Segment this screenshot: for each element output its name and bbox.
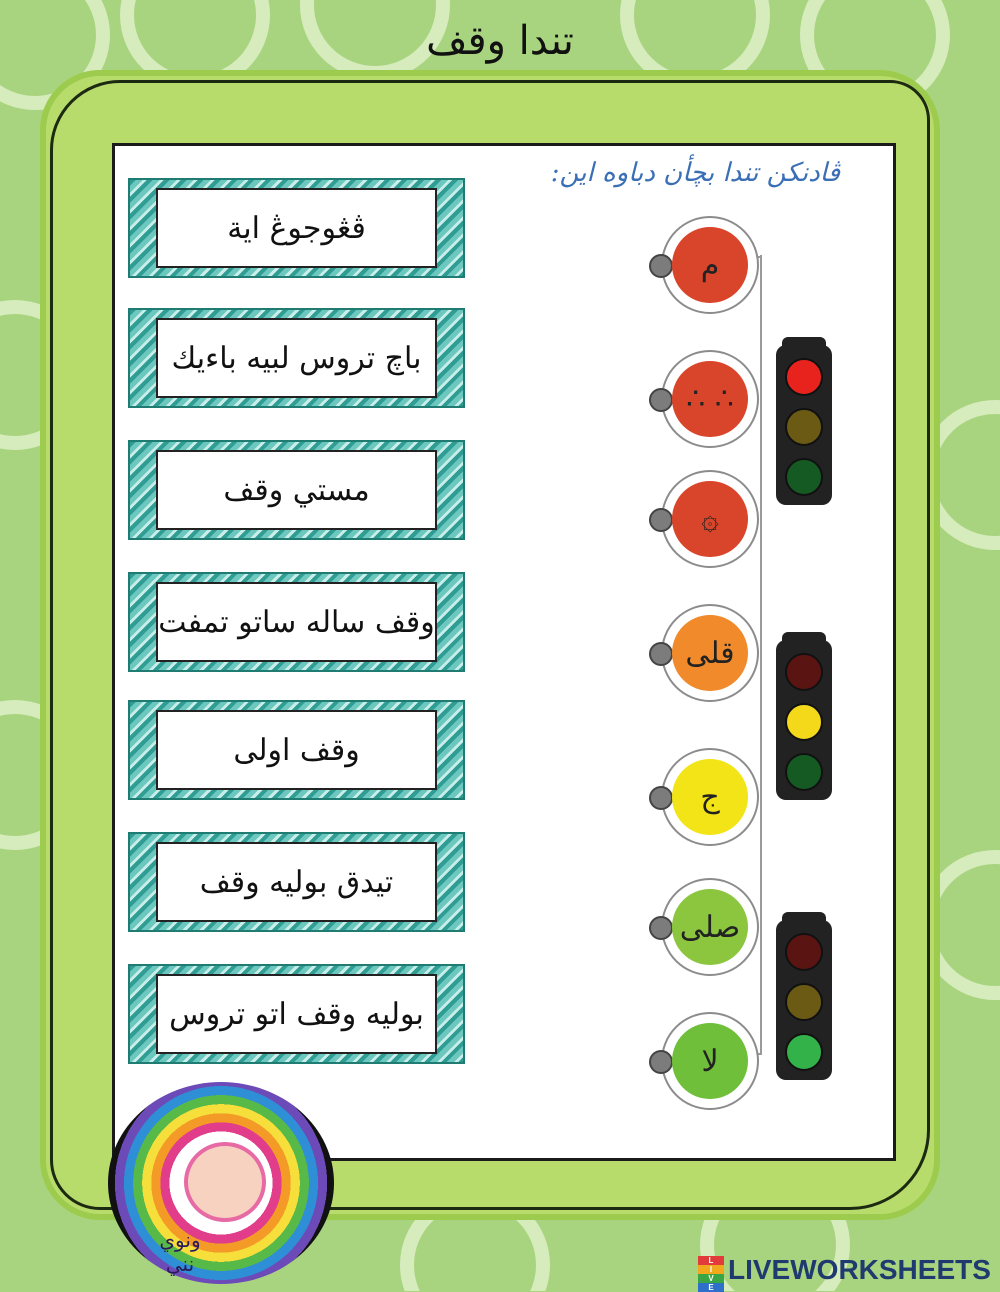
answer-card-3[interactable] [128,440,465,540]
instruction-text: ڤادنكن تندا بچأن دباوه اين: [550,158,840,188]
answer-card-label: بوليه وقف اتو تروس [156,974,437,1054]
meem-sign-icon: م [672,227,748,303]
mascot-label: ونوي نني [159,1228,201,1276]
three-dots-sign-icon: ∴ ∴ [672,361,748,437]
answer-card-5[interactable] [128,700,465,800]
brand-text: LIVEWORKSHEETS [728,1254,991,1285]
lamp-green [785,458,823,496]
la-sign-icon: لا [672,1023,748,1099]
answer-card-4[interactable] [128,572,465,672]
sala-sign-icon: صلى [672,889,748,965]
lamp-yellow [785,408,823,446]
page-title: تندا وقف [426,18,574,64]
qala-sign-icon: قلى [672,615,748,691]
liveworksheets-brand[interactable] [698,1254,991,1292]
lamp-yellow [785,983,823,1021]
match-dot[interactable] [649,254,673,278]
answer-card-6[interactable] [128,832,465,932]
lamp-yellow [785,703,823,741]
logo-letter: L [698,1256,724,1265]
sign-circle-3[interactable] [661,470,759,568]
sign-circle-6[interactable] [661,878,759,976]
sign-circle-7[interactable] [661,1012,759,1110]
match-dot[interactable] [649,642,673,666]
answer-card-label: تيدق بوليه وقف [156,842,437,922]
sign-circle-4[interactable] [661,604,759,702]
logo-letter: I [698,1265,724,1274]
logo-letter: E [698,1283,724,1292]
answer-card-label: باچ تروس لبيه باءيك [156,318,437,398]
lamp-red [785,653,823,691]
match-dot[interactable] [649,1050,673,1074]
sign-circle-5[interactable] [661,748,759,846]
answer-card-label: مستي وقف [156,450,437,530]
sign-circle-2[interactable] [661,350,759,448]
answer-card-2[interactable] [128,308,465,408]
match-dot[interactable] [649,786,673,810]
match-dot[interactable] [649,508,673,532]
answer-card-label: وقف اولى [156,710,437,790]
sign-circle-1[interactable] [661,216,759,314]
answer-card-label: ڤڠوجوڠ اية [156,188,437,268]
answer-card-1[interactable] [128,178,465,278]
lamp-green [785,1033,823,1071]
ayah-end-sign-icon: ۞ [672,481,748,557]
traffic-light-icon-red [776,345,832,505]
answer-card-label: وقف ساله ساتو تمفت [156,582,437,662]
lamp-green [785,753,823,791]
mascot-badge-icon [108,1082,334,1284]
jeem-sign-icon: ج [672,759,748,835]
lamp-red [785,933,823,971]
answer-card-7[interactable] [128,964,465,1064]
logo-letter: V [698,1274,724,1283]
lamp-red [785,358,823,396]
connector-vertical-line [760,255,762,1055]
girl-face-icon [184,1142,266,1222]
match-dot[interactable] [649,916,673,940]
traffic-light-icon-yellow [776,640,832,800]
match-dot[interactable] [649,388,673,412]
traffic-light-icon-green [776,920,832,1080]
liveworksheets-logo-icon [698,1256,724,1292]
